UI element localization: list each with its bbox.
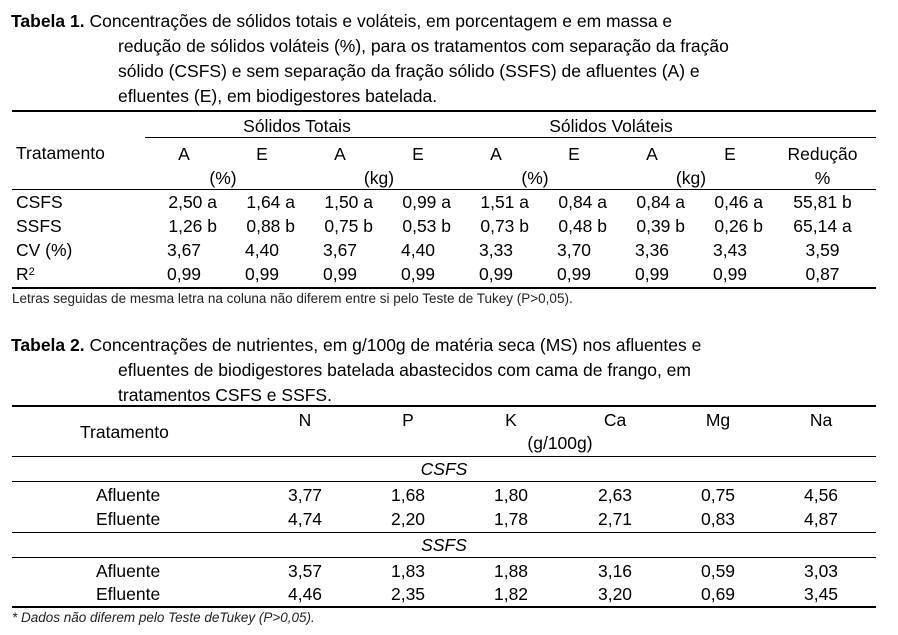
table2-row-label: Afluente: [96, 485, 161, 505]
table1-cell: 0,99 a: [402, 192, 451, 212]
table1-cell: 3,33: [478, 240, 514, 260]
table2-cell: 2,35: [390, 584, 426, 604]
table2-cell: 3,16: [597, 561, 633, 581]
table2-group-rule: [12, 532, 876, 533]
table2-cell: 1,83: [390, 561, 426, 581]
table2-group-label: SSFS: [421, 535, 467, 555]
table1-col-header: A: [646, 144, 658, 164]
table2-bottom-rule: [12, 606, 876, 608]
table2-cell: 3,57: [287, 561, 323, 581]
table1-cell: 65,14 a: [793, 216, 852, 236]
table2-cell: 4,87: [803, 509, 839, 529]
table2-cell: 0,69: [700, 584, 736, 604]
table2-col-header: Na: [809, 410, 833, 430]
table2-cell: 0,75: [700, 485, 736, 505]
table1-treatment-header: Tratamento: [16, 143, 105, 163]
table1-cell: 3,43: [712, 240, 748, 260]
table2-caption-line-2: efluentes de biodigestores batelada abastecidos com cama de frango, em: [118, 360, 691, 380]
table2-cell: 3,77: [287, 485, 323, 505]
table1-cell: 1,50 a: [324, 192, 373, 212]
table1-cell: 0,84 a: [558, 192, 607, 212]
table1-caption-label: Tabela 1.: [11, 11, 85, 31]
table2-group-rule: [12, 481, 876, 482]
table1-cell: 0,99: [478, 264, 514, 284]
table2-col-header: P: [402, 410, 414, 430]
table2-top-rule: [12, 405, 876, 407]
table1-cell: 0,99: [556, 264, 592, 284]
table2-caption-line-1: Tabela 2. Concentrações de nutrientes, em g/100g de matéria seca (MS) nos afluentes e: [11, 335, 702, 355]
table2-cell: 1,78: [493, 509, 529, 529]
table1-col-header: E: [724, 144, 736, 164]
table1-group-rule: [145, 137, 876, 138]
table1-row-label: SSFS: [16, 216, 62, 236]
table2-cell: 1,82: [493, 584, 529, 604]
table1-reduction-header: Redução: [787, 144, 858, 164]
table1-col-header: E: [412, 144, 424, 164]
table1-cell: 0,75 b: [324, 216, 373, 236]
table1-cell: 0,87: [805, 264, 840, 284]
table2-cell: 3,20: [597, 584, 633, 604]
table2-row-label: Afluente: [96, 561, 161, 581]
table2-cell: 4,56: [803, 485, 839, 505]
table1-unit: (%): [521, 168, 549, 188]
table1-cell: 3,70: [556, 240, 592, 260]
table1-row-label: $R^2$: [16, 264, 35, 284]
table2-cell: 0,59: [700, 561, 736, 581]
table2-cell: 1,68: [390, 485, 426, 505]
table1-unit: (kg): [363, 168, 395, 188]
table1-col-header: A: [490, 144, 502, 164]
table1-col-header: A: [178, 144, 190, 164]
table1-cell: 3,59: [805, 240, 840, 260]
table1-cell: 0,46 a: [714, 192, 763, 212]
table2-group-label: CSFS: [420, 459, 468, 479]
table1-cell: 0,99: [400, 264, 436, 284]
table1-unit: (kg): [675, 168, 707, 188]
table1-cell: 1,26 b: [168, 216, 217, 236]
table1-cell: 0,84 a: [636, 192, 685, 212]
table1-col-header: E: [256, 144, 268, 164]
table1-cell: 0,99: [322, 264, 358, 284]
table2-cell: 2,63: [597, 485, 633, 505]
table1-header-rule: [12, 189, 876, 190]
table1-cell: 3,36: [634, 240, 670, 260]
table2-cell: 1,88: [493, 561, 529, 581]
table1-col-header: E: [568, 144, 580, 164]
table1-col-header: A: [334, 144, 346, 164]
table2-cell: 3,03: [803, 561, 839, 581]
table1-row-label: CSFS: [16, 192, 63, 212]
table1-caption-line-3: sólido (CSFS) e sem separação da fração sólido (SSFS) de afluentes (A) e: [118, 61, 700, 81]
table1-row-label: CV (%): [16, 240, 73, 260]
table2-col-header: K: [505, 410, 517, 430]
superscript: 2: [28, 266, 35, 278]
table1-cell: 55,81 b: [793, 192, 852, 212]
table1-cell: 0,39 b: [636, 216, 685, 236]
table1-cell: 0,99: [634, 264, 670, 284]
table2-cell: 4,74: [287, 509, 323, 529]
table1-bottom-rule: [12, 287, 876, 289]
table2-row-label: Efluente: [96, 509, 161, 529]
table2-col-header: Mg: [705, 410, 731, 430]
table2-header-rule: [12, 456, 876, 457]
table2-cell: 1,80: [493, 485, 529, 505]
table2-unit: (g/100g): [527, 433, 593, 453]
table1-cell: 4,40: [400, 240, 436, 260]
table1-cell: 0,73 b: [480, 216, 529, 236]
table1-cell: 2,50 a: [168, 192, 217, 212]
table1-group-solidos-volateis: Sólidos Voláteis: [549, 116, 673, 136]
table2-caption-line-3: tratamentos CSFS e SSFS.: [118, 385, 332, 405]
table1-top-rule: [12, 110, 876, 112]
table1-cell: 0,99: [166, 264, 202, 284]
table1-footnote: Letras seguidas de mesma letra na coluna não diferem entre si pelo Teste de Tukey (P>0,05).: [12, 291, 573, 306]
table1-group-solidos-totais: Sólidos Totais: [243, 116, 351, 136]
table2-cell: 4,46: [287, 584, 323, 604]
table1-cell: 0,26 b: [714, 216, 763, 236]
table1-caption-line-4: efluentes (E), em biodigestores batelada.: [118, 86, 438, 106]
table2-cell: 3,45: [803, 584, 839, 604]
table1-cell: 0,53 b: [402, 216, 451, 236]
table2-row-label: Efluente: [96, 584, 161, 604]
table1-unit: (%): [209, 168, 237, 188]
table1-unit: %: [814, 168, 831, 188]
table2-cell: 2,20: [390, 509, 426, 529]
table2-cell: 2,71: [597, 509, 633, 529]
table2-footnote: * Dados não diferem pelo Teste deTukey (P>0,05).: [12, 610, 315, 625]
table2-cell: 0,83: [700, 509, 736, 529]
table1-cell: 3,67: [166, 240, 202, 260]
table2-treatment-header: Tratamento: [80, 422, 169, 442]
table2-col-header: N: [298, 410, 312, 430]
table1-cell: 3,67: [322, 240, 358, 260]
table1-cell: 0,99: [712, 264, 748, 284]
table1-cell: 0,88 b: [246, 216, 295, 236]
table1-cell: 0,99: [244, 264, 280, 284]
table1-cell: 1,51 a: [480, 192, 529, 212]
table1-cell: 0,48 b: [558, 216, 607, 236]
table1-caption-line-1: Tabela 1. Concentrações de sólidos totais e voláteis, em porcentagem e em massa e: [11, 11, 673, 31]
table1-cell: 4,40: [244, 240, 280, 260]
table2-col-header: Ca: [603, 410, 627, 430]
table2-caption-label: Tabela 2.: [11, 335, 85, 355]
table2-group-rule: [12, 557, 876, 558]
table1-caption-line-2: redução de sólidos voláteis (%), para os tratamentos com separação da fração: [118, 36, 729, 56]
table1-cell: 1,64 a: [246, 192, 295, 212]
